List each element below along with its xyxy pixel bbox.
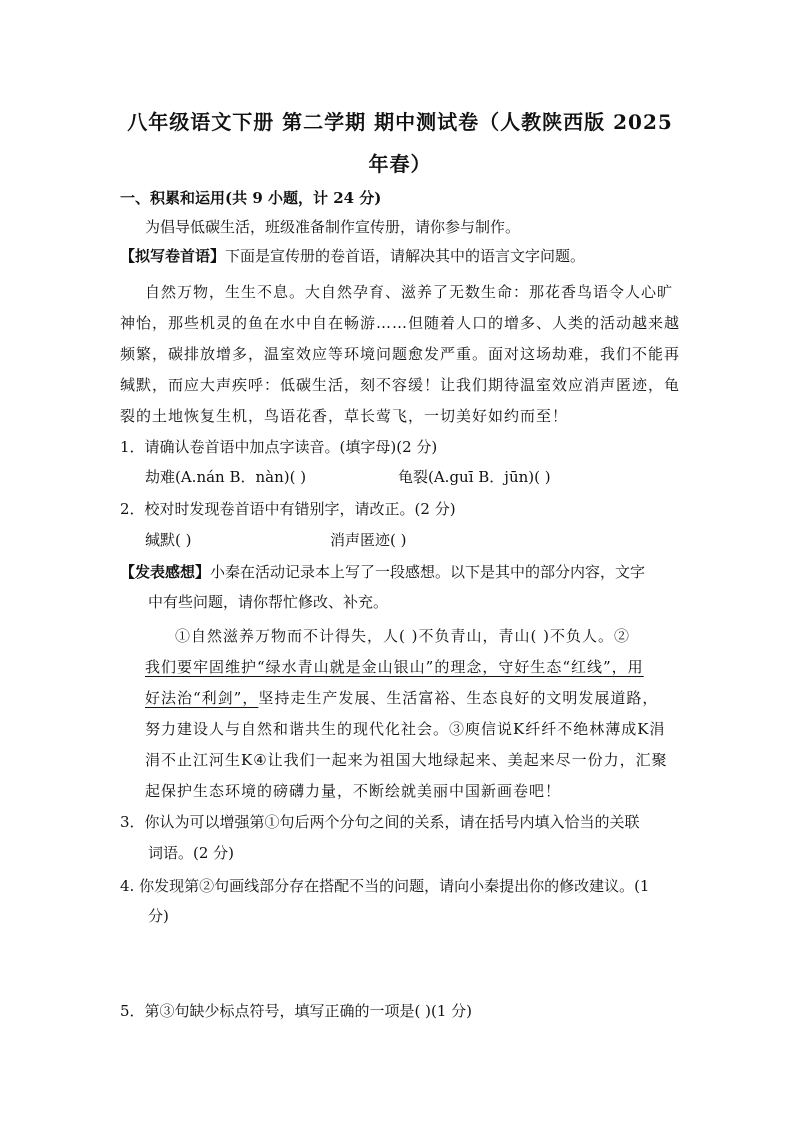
q2-option-1: 缄默( ) [145, 531, 192, 549]
task1-prompt [120, 245, 585, 266]
reflection-line [145, 687, 658, 708]
exam-title-line1: 八年级语文下册 第二学期 期中测试卷（人教陕西版 2025 [127, 110, 673, 134]
passage-line: 裂的土地恢复生机，鸟语花香，草长莺飞，一切美好如约而至！ [120, 407, 569, 425]
task2-tag: 【发表感想】 [120, 563, 211, 581]
question-4: 4. 你发现第②句画线部分存在搭配不当的问题，请向小秦提出你的修改建议。(1 [120, 877, 650, 895]
question-3-cont: 词语。(2 分) [148, 844, 235, 862]
section-intro: 为倡导低碳生活，班级准备制作宣传册，请你参与制作。 [145, 218, 521, 236]
passage-line: 神怡，那些机灵的鱼在水中自在畅游……但随着人口的增多、人类的活动越来越 [120, 314, 681, 332]
q2-option-2: 消声匿迹( ) [330, 531, 407, 549]
question-3: 3．你认为可以增强第①句后两个分句之间的关系，请在括号内填入恰当的关联 [120, 813, 640, 831]
q1-option-2: 龟裂(A.guī B．jūn)( ) [398, 468, 551, 486]
question-1: 1．请确认卷首语中加点字读音。(填字母)(2 分) [120, 438, 438, 456]
passage-line: 缄默，而应大声疾呼：低碳生活，刻不容缓！让我们期待温室效应消声匿迹，龟 [120, 376, 681, 394]
question-4-cont: 分) [148, 907, 169, 925]
reflection-line: ①自然滋养万物而不计得失，人( )不负青山，青山( )不负人。② [175, 627, 630, 645]
reflection-underlined-part: 好法治“利剑”， [145, 689, 259, 707]
task2-prompt-cont: 中有些问题，请你帮忙修改、补充。 [148, 593, 389, 611]
q1-option-1: 劫难(A.nán B．nàn)( ) [145, 468, 307, 486]
passage-line: 自然万物，生生不息。大自然孕育、滋养了无数生命：那花香鸟语令人心旷 [145, 283, 674, 301]
reflection-line: 起保护生态环境的磅礴力量，不断绘就美丽中国新画卷吧！ [145, 782, 562, 800]
task2-prompt [120, 561, 645, 582]
reflection-plain-part: 坚持走生产发展、生活富裕、生态良好的文明发展道路， [258, 689, 659, 707]
task1-tag: 【拟写卷首语】 [120, 247, 226, 265]
question-5: 5．第③句缺少标点符号，填写正确的一项是( )(1 分) [120, 1002, 473, 1020]
section-heading: 一、积累和运用(共 9 小题，计 24 分) [120, 189, 382, 207]
reflection-line: 涓不止江河生K④让我们一起来为祖国大地绿起来、美起来尽一份力，汇聚 [145, 751, 668, 769]
passage-line: 频繁，碳排放增多，温室效应等环境问题愈发严重。面对这场劫难，我们不能再 [120, 345, 681, 363]
reflection-line-underlined: 我们要牢固维护“绿水青山就是金山银山”的理念，守好生态“红线”，用 [145, 658, 644, 676]
question-2: 2．校对时发现卷首语中有错别字，请改正。(2 分) [120, 500, 456, 518]
task1-text: 下面是宣传册的卷首语，请解决其中的语言文字问题。 [225, 247, 586, 265]
exam-title-line2: 年春） [368, 152, 432, 176]
task2-text: 小秦在活动记录本上写了一段感想。以下是其中的部分内容，文字 [210, 563, 646, 581]
reflection-line: 努力建设人与自然和谐共生的现代化社会。③庾信说K纤纤不绝林薄成K涓 [145, 720, 666, 738]
